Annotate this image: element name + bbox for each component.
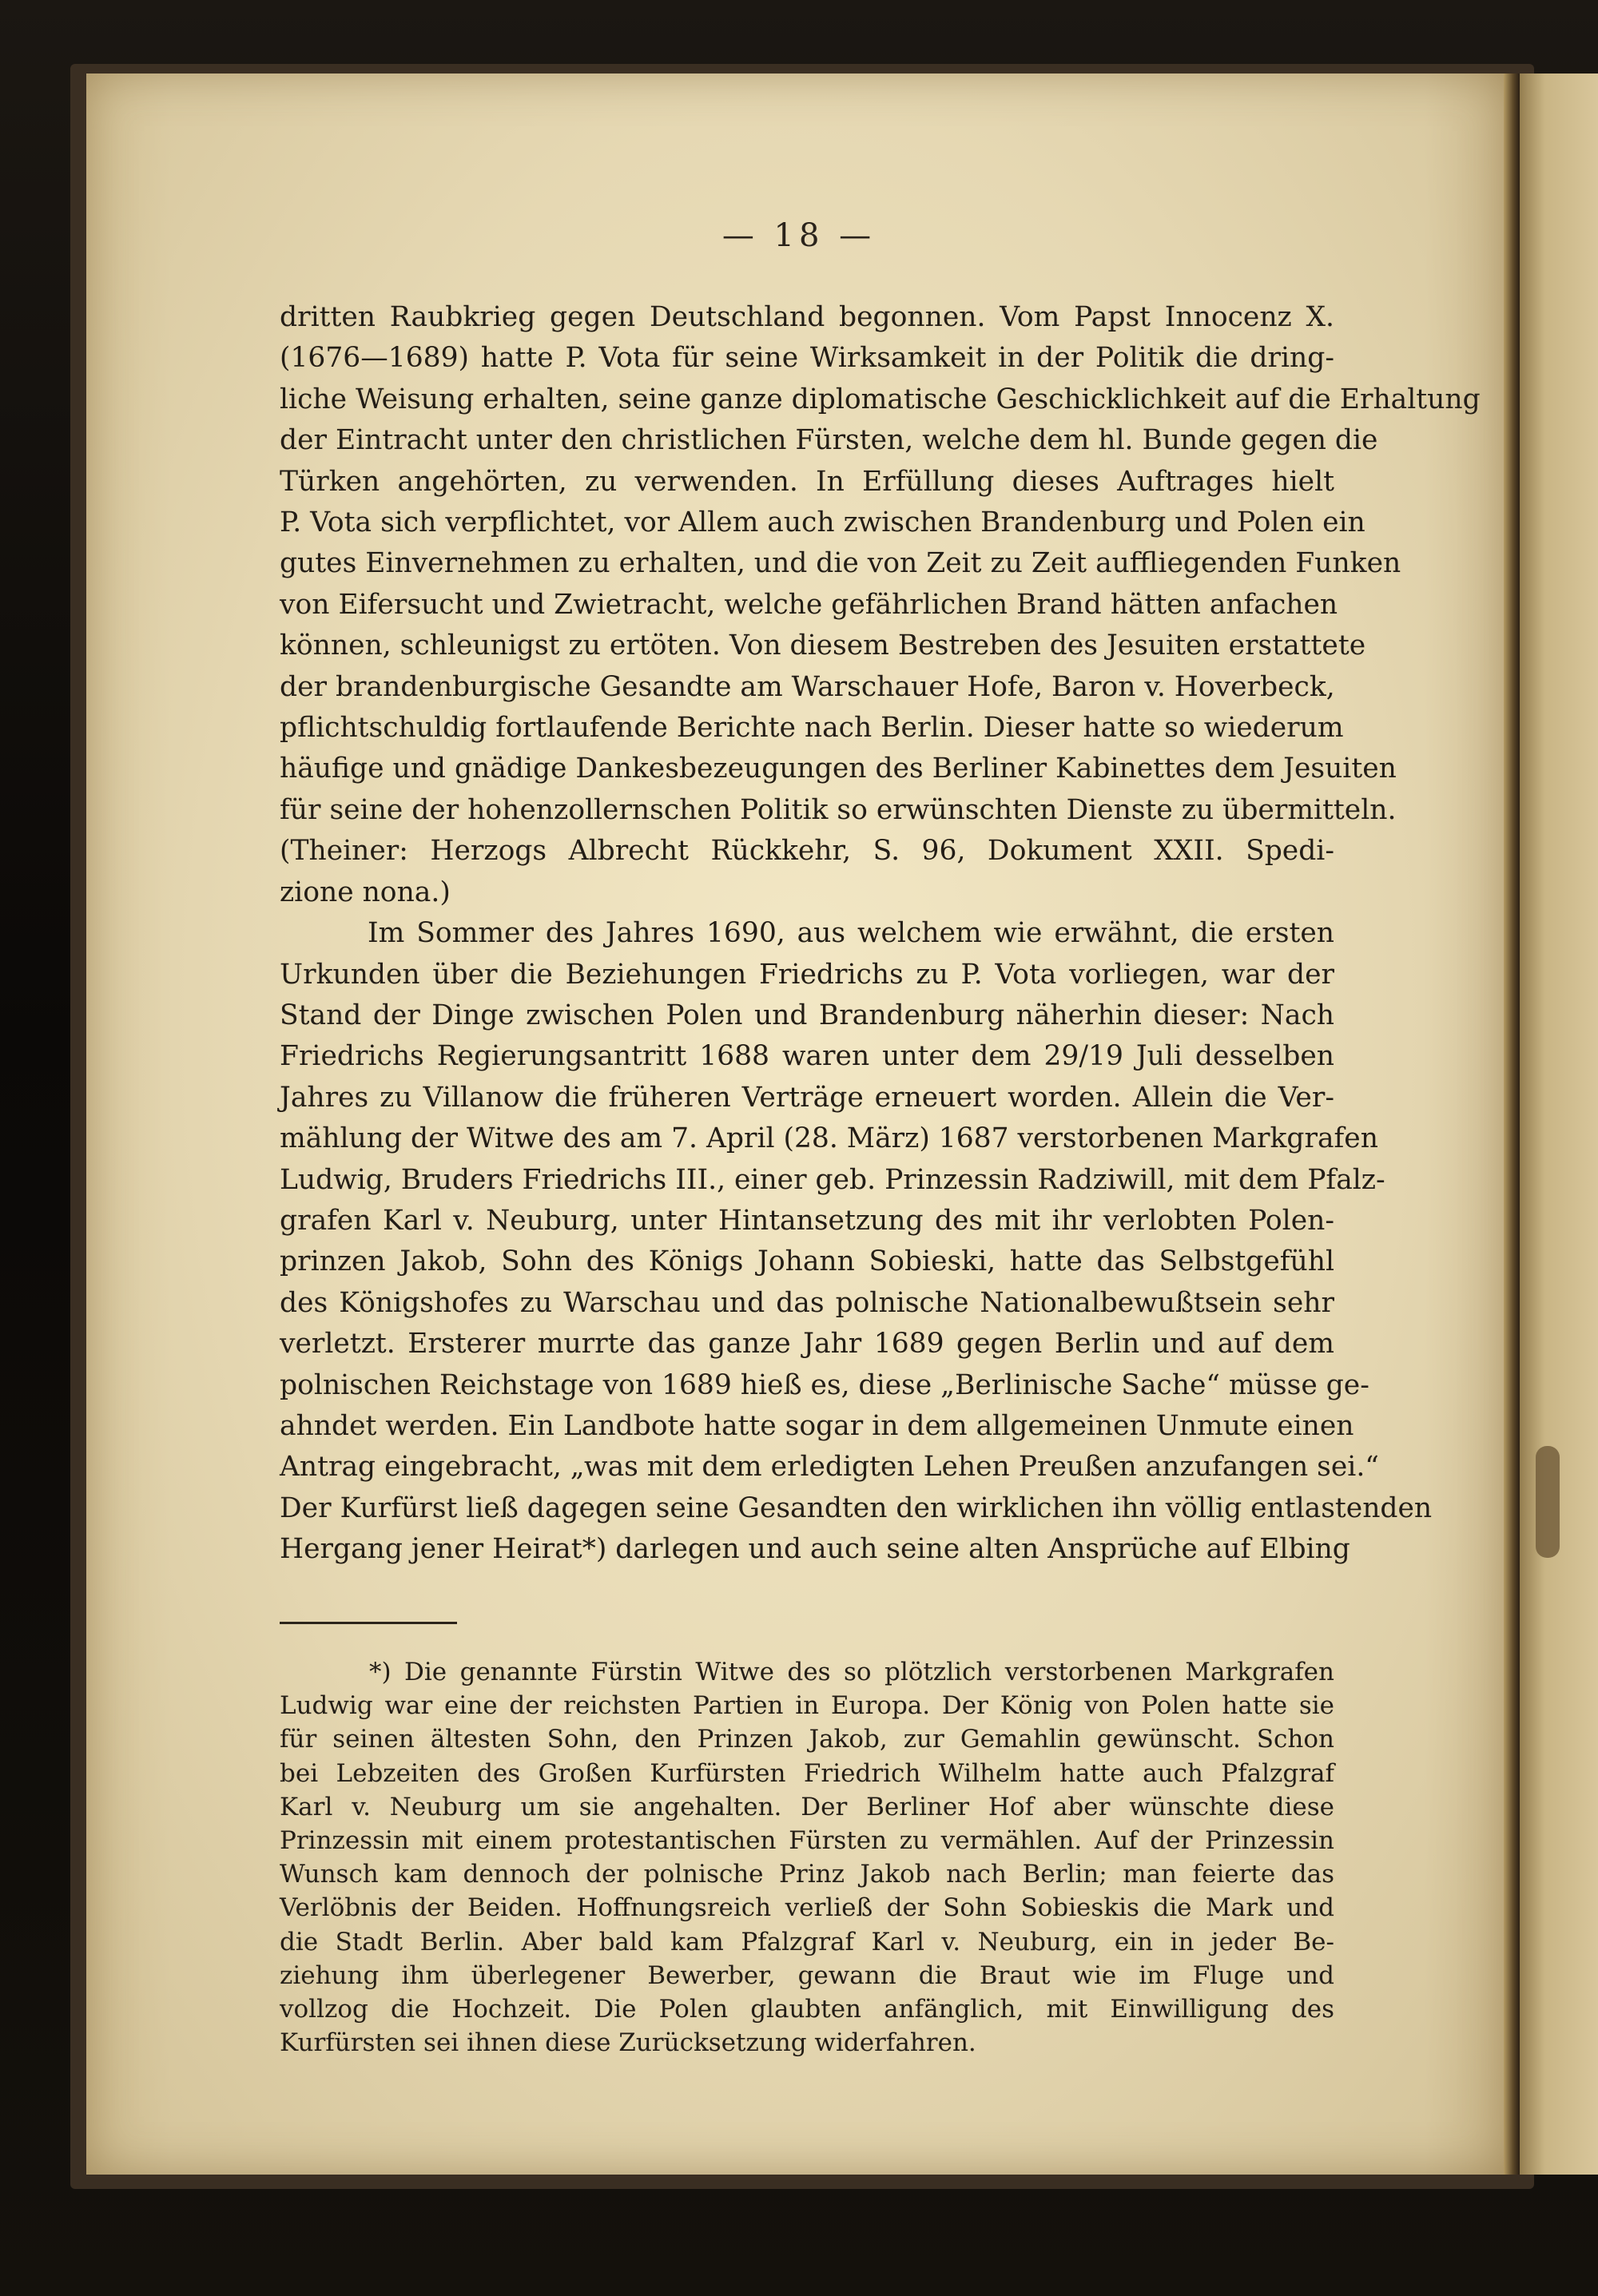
body-line: von Eifersucht und Zwietracht, welche gefährlichen Brand hätten anfachen: [280, 588, 1338, 621]
body-line-paragraph-start: Im Sommer des Jahres 1690, aus welchem wie erwähnt, die ersten: [368, 917, 1334, 950]
body-line: für seine der hohenzollernschen Politik so erwünschten Dienste zu übermitteln.: [280, 793, 1397, 826]
body-line: Friedrichs Regierungsantritt 1688 waren unter dem 29/19 Juli desselben: [280, 1040, 1334, 1073]
footnote-line: Karl v. Neuburg um sie angehalten. Der Berliner Hof aber wünschte diese: [280, 1792, 1334, 1821]
footnote-line: Kurfürsten sei ihnen diese Zurücksetzung widerfahren.: [280, 2028, 976, 2058]
body-line: häufige und gnädige Dankesbezeugungen des Berliner Kabinettes dem Jesuiten: [280, 753, 1397, 785]
footnote-line: Ludwig war eine der reichsten Partien in Europa. Der König von Polen hatte sie: [280, 1691, 1334, 1721]
body-line: (1676—1689) hatte P. Vota für seine Wirksamkeit in der Politik die dring-: [280, 342, 1334, 375]
body-line: liche Weisung erhalten, seine ganze diplomatische Geschicklichkeit auf die Erhaltung: [280, 383, 1481, 415]
body-line: Ludwig, Bruders Friedrichs III., einer geb. Prinzessin Radziwill, mit dem Pfalz-: [280, 1163, 1385, 1196]
body-line: Urkunden über die Beziehungen Friedrichs zu P. Vota vorliegen, war der: [280, 958, 1334, 991]
body-line: Stand der Dinge zwischen Polen und Brandenburg näherhin dieser: Nach: [280, 999, 1334, 1031]
body-line: der Eintracht unter den christlichen Fürsten, welche dem hl. Bunde gegen die: [280, 424, 1378, 457]
body-line: verletzt. Ersterer murrte das ganze Jahr 1689 gegen Berlin und auf dem: [280, 1328, 1334, 1361]
page-gutter: [1504, 73, 1520, 2175]
body-line: (Theiner: Herzogs Albrecht Rückkehr, S. 96, Dokument XXII. Spedi-: [280, 835, 1334, 868]
page-number: — 18 —: [721, 217, 877, 254]
footnote-line: Wunsch kam dennoch der polnische Prinz Jakob nach Berlin; man feierte das: [280, 1860, 1334, 1889]
footnote-rule: [280, 1622, 457, 1624]
body-line: mählung der Witwe des am 7. April (28. März) 1687 verstorbenen Markgrafen: [280, 1122, 1378, 1155]
footnote-line: Prinzessin mit einem protestantischen Fürsten zu vermählen. Auf der Prinzessin: [280, 1826, 1334, 1856]
footnote-line: *) Die genannte Fürstin Witwe des so plötzlich verstorbenen Markgrafen: [369, 1658, 1334, 1686]
footnote-line: bei Lebzeiten des Großen Kurfürsten Friedrich Wilhelm hatte auch Pfalzgraf: [280, 1758, 1334, 1788]
body-line: P. Vota sich verpflichtet, vor Allem auch zwischen Brandenburg und Polen ein: [280, 506, 1365, 539]
body-line: zione nona.): [280, 876, 451, 908]
body-line: Hergang jener Heirat*) darlegen und auch seine alten Ansprüche auf Elbing: [280, 1533, 1350, 1566]
body-line: Jahres zu Villanow die früheren Verträge erneuert worden. Allein die Ver-: [280, 1081, 1334, 1114]
footnote-line: ziehung ihm überlegener Bewerber, gewann die Braut wie im Fluge und: [280, 1960, 1334, 1990]
body-line: Der Kurfürst ließ dagegen seine Gesandten den wirklichen ihn völlig entlastenden: [280, 1492, 1433, 1524]
body-line: gutes Einvernehmen zu erhalten, und die von Zeit zu Zeit auffliegenden Funken: [280, 547, 1401, 580]
footnote: [280, 1655, 1334, 2060]
body-line: grafen Karl v. Neuburg, unter Hintansetzung des mit ihr verlobten Polen-: [280, 1204, 1334, 1237]
body-line: dritten Raubkrieg gegen Deutschland begonnen. Vom Papst Innocenz X.: [280, 301, 1334, 333]
footnote-line: die Stadt Berlin. Aber bald kam Pfalzgraf Karl v. Neuburg, ein in jeder Be-: [280, 1927, 1334, 1956]
body-line: polnischen Reichstage von 1689 hieß es, diese „Berlinische Sache“ müsse ge-: [280, 1368, 1369, 1401]
body-line: prinzen Jakob, Sohn des Königs Johann Sobieski, hatte das Selbstgefühl: [280, 1245, 1334, 1278]
facing-page-edge: [1517, 73, 1598, 2175]
body-text: [280, 297, 1481, 1571]
footnote-line: Verlöbnis der Beiden. Hoffnungsreich verließ der Sohn Sobieskis die Mark und: [280, 1893, 1334, 1923]
body-line: pflichtschuldig fortlaufende Berichte nach Berlin. Dieser hatte so wiederum: [280, 712, 1344, 745]
body-line: können, schleunigst zu ertöten. Von diesem Bestreben des Jesuiten erstattete: [280, 630, 1366, 662]
body-line: des Königshofes zu Warschau und das polnische Nationalbewußtsein sehr: [280, 1286, 1334, 1319]
body-line: Türken angehörten, zu verwenden. In Erfüllung dieses Auftrages hielt: [280, 465, 1334, 498]
body-line: der brandenburgische Gesandte am Warschauer Hofe, Baron v. Hoverbeck,: [280, 670, 1335, 703]
body-line: Antrag eingebracht, „was mit dem erledigten Lehen Preußen anzufangen sei.“: [280, 1451, 1379, 1484]
footnote-line: für seinen ältesten Sohn, den Prinzen Jakob, zur Gemahlin gewünscht. Schon: [280, 1725, 1334, 1754]
body-line: ahndet werden. Ein Landbote hatte sogar in dem allgemeinen Unmute einen: [280, 1409, 1354, 1442]
footnote-line: vollzog die Hochzeit. Die Polen glaubten anfänglich, mit Einwilligung des: [280, 1995, 1334, 2024]
page-tab-mark: [1536, 1446, 1560, 1558]
